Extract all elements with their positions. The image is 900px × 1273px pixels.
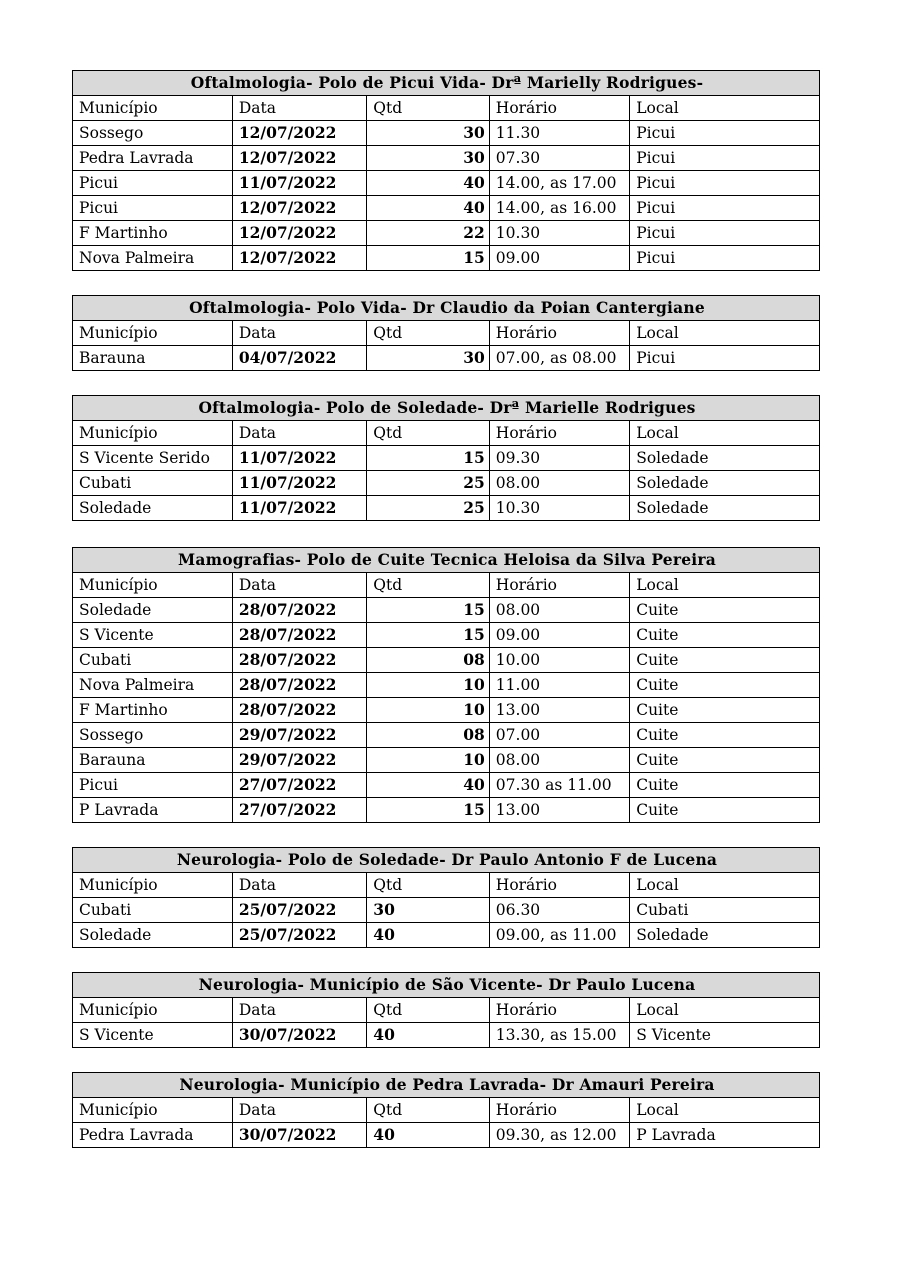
table-title: Neurologia- Município de São Vicente- Dr Paulo Lucena — [73, 973, 820, 998]
cell-data: 29/07/2022 — [232, 723, 366, 748]
cell-qtd: 40 — [367, 1023, 490, 1048]
cell-qtd: 40 — [367, 923, 490, 948]
table-header-row — [73, 873, 820, 898]
cell-qtd: 40 — [367, 171, 490, 196]
table-row — [73, 673, 820, 698]
cell-local: S Vicente — [630, 1023, 820, 1048]
column-header-municipio: Município — [73, 573, 233, 598]
cell-data: 28/07/2022 — [232, 648, 366, 673]
cell-local: Picui — [630, 346, 820, 371]
cell-local: Picui — [630, 146, 820, 171]
column-header-horario: Horário — [489, 573, 629, 598]
table-row — [73, 798, 820, 823]
cell-local: Picui — [630, 121, 820, 146]
schedule-table — [72, 295, 820, 371]
table-title-row — [73, 396, 820, 421]
table-row — [73, 246, 820, 271]
cell-municipio: S Vicente — [73, 1023, 233, 1048]
cell-qtd: 22 — [367, 221, 490, 246]
cell-local: Cuite — [630, 623, 820, 648]
column-header-local: Local — [630, 96, 820, 121]
column-header-qtd: Qtd — [367, 421, 490, 446]
cell-data: 12/07/2022 — [232, 221, 366, 246]
cell-local: P Lavrada — [630, 1123, 820, 1148]
table-title-row — [73, 548, 820, 573]
table-row — [73, 171, 820, 196]
cell-qtd: 25 — [367, 471, 490, 496]
cell-horario: 11.00 — [489, 673, 629, 698]
table-row — [73, 623, 820, 648]
cell-horario: 09.30, as 12.00 — [489, 1123, 629, 1148]
cell-qtd: 15 — [367, 598, 490, 623]
cell-local: Picui — [630, 221, 820, 246]
cell-data: 28/07/2022 — [232, 698, 366, 723]
cell-qtd: 10 — [367, 698, 490, 723]
cell-horario: 13.00 — [489, 698, 629, 723]
table-title-row — [73, 848, 820, 873]
cell-data: 12/07/2022 — [232, 246, 366, 271]
cell-local: Cuite — [630, 673, 820, 698]
cell-municipio: Cubati — [73, 648, 233, 673]
table-header-row — [73, 573, 820, 598]
table-header-row — [73, 96, 820, 121]
table-title: Neurologia- Polo de Soledade- Dr Paulo Antonio F de Lucena — [73, 848, 820, 873]
cell-qtd: 40 — [367, 1123, 490, 1148]
cell-local: Cuite — [630, 748, 820, 773]
schedule-table — [72, 847, 820, 948]
cell-municipio: S Vicente — [73, 623, 233, 648]
cell-qtd: 08 — [367, 648, 490, 673]
cell-local: Picui — [630, 246, 820, 271]
cell-horario: 07.00 — [489, 723, 629, 748]
table-title: Oftalmologia- Polo Vida- Dr Claudio da Poian Cantergiane — [73, 296, 820, 321]
cell-horario: 13.30, as 15.00 — [489, 1023, 629, 1048]
cell-data: 27/07/2022 — [232, 773, 366, 798]
column-header-data: Data — [232, 873, 366, 898]
table-row — [73, 1023, 820, 1048]
cell-horario: 13.00 — [489, 798, 629, 823]
cell-local: Soledade — [630, 471, 820, 496]
table-title-row — [73, 973, 820, 998]
cell-data: 11/07/2022 — [232, 471, 366, 496]
column-header-data: Data — [232, 1098, 366, 1123]
table-title-row — [73, 1073, 820, 1098]
table-row — [73, 773, 820, 798]
table-header-row — [73, 321, 820, 346]
table-row — [73, 723, 820, 748]
cell-municipio: S Vicente Serido — [73, 446, 233, 471]
schedule-table — [72, 70, 820, 271]
table-row — [73, 748, 820, 773]
cell-horario: 11.30 — [489, 121, 629, 146]
cell-municipio: Picui — [73, 196, 233, 221]
cell-qtd: 30 — [367, 146, 490, 171]
cell-local: Picui — [630, 196, 820, 221]
cell-horario: 07.30 — [489, 146, 629, 171]
column-header-qtd: Qtd — [367, 573, 490, 598]
cell-qtd: 08 — [367, 723, 490, 748]
table-title: Neurologia- Município de Pedra Lavrada- Dr Amauri Pereira — [73, 1073, 820, 1098]
cell-data: 12/07/2022 — [232, 146, 366, 171]
cell-horario: 09.30 — [489, 446, 629, 471]
cell-data: 25/07/2022 — [232, 898, 366, 923]
table-header-row — [73, 421, 820, 446]
cell-local: Picui — [630, 171, 820, 196]
cell-data: 30/07/2022 — [232, 1123, 366, 1148]
table-header-row — [73, 998, 820, 1023]
cell-municipio: Picui — [73, 773, 233, 798]
table-row — [73, 496, 820, 521]
cell-municipio: Soledade — [73, 923, 233, 948]
column-header-municipio: Município — [73, 1098, 233, 1123]
column-header-municipio: Município — [73, 321, 233, 346]
column-header-local: Local — [630, 421, 820, 446]
column-header-horario: Horário — [489, 998, 629, 1023]
column-header-municipio: Município — [73, 873, 233, 898]
cell-local: Soledade — [630, 923, 820, 948]
cell-data: 12/07/2022 — [232, 196, 366, 221]
schedule-table — [72, 395, 820, 521]
schedule-table — [72, 547, 820, 823]
cell-horario: 07.00, as 08.00 — [489, 346, 629, 371]
column-header-qtd: Qtd — [367, 321, 490, 346]
table-row — [73, 471, 820, 496]
cell-horario: 07.30 as 11.00 — [489, 773, 629, 798]
cell-data: 30/07/2022 — [232, 1023, 366, 1048]
schedule-table — [72, 1072, 820, 1148]
cell-qtd: 10 — [367, 673, 490, 698]
cell-horario: 08.00 — [489, 598, 629, 623]
cell-local: Cuite — [630, 598, 820, 623]
table-row — [73, 446, 820, 471]
cell-local: Cubati — [630, 898, 820, 923]
column-header-data: Data — [232, 998, 366, 1023]
table-row — [73, 196, 820, 221]
cell-qtd: 40 — [367, 196, 490, 221]
cell-municipio: Nova Palmeira — [73, 673, 233, 698]
table-row — [73, 598, 820, 623]
cell-data: 28/07/2022 — [232, 598, 366, 623]
column-header-municipio: Município — [73, 998, 233, 1023]
cell-data: 28/07/2022 — [232, 673, 366, 698]
column-header-data: Data — [232, 573, 366, 598]
cell-local: Soledade — [630, 496, 820, 521]
cell-data: 11/07/2022 — [232, 171, 366, 196]
cell-municipio: Cubati — [73, 898, 233, 923]
cell-municipio: Soledade — [73, 598, 233, 623]
cell-data: 11/07/2022 — [232, 496, 366, 521]
table-row — [73, 121, 820, 146]
column-header-qtd: Qtd — [367, 873, 490, 898]
cell-municipio: P Lavrada — [73, 798, 233, 823]
column-header-data: Data — [232, 96, 366, 121]
cell-data: 12/07/2022 — [232, 121, 366, 146]
cell-data: 25/07/2022 — [232, 923, 366, 948]
cell-qtd: 25 — [367, 496, 490, 521]
cell-municipio: F Martinho — [73, 221, 233, 246]
cell-qtd: 15 — [367, 623, 490, 648]
schedule-table — [72, 972, 820, 1048]
cell-horario: 06.30 — [489, 898, 629, 923]
column-header-data: Data — [232, 321, 366, 346]
column-header-horario: Horário — [489, 873, 629, 898]
column-header-qtd: Qtd — [367, 1098, 490, 1123]
cell-qtd: 30 — [367, 898, 490, 923]
cell-horario: 10.30 — [489, 496, 629, 521]
table-row — [73, 698, 820, 723]
cell-horario: 09.00 — [489, 623, 629, 648]
table-header-row — [73, 1098, 820, 1123]
cell-qtd: 15 — [367, 798, 490, 823]
column-header-qtd: Qtd — [367, 998, 490, 1023]
table-title: Mamografias- Polo de Cuite Tecnica Heloisa da Silva Pereira — [73, 548, 820, 573]
cell-municipio: Sossego — [73, 723, 233, 748]
column-header-horario: Horário — [489, 421, 629, 446]
cell-local: Soledade — [630, 446, 820, 471]
cell-municipio: Barauna — [73, 346, 233, 371]
cell-horario: 14.00, as 17.00 — [489, 171, 629, 196]
cell-data: 27/07/2022 — [232, 798, 366, 823]
column-header-local: Local — [630, 573, 820, 598]
cell-local: Cuite — [630, 773, 820, 798]
cell-qtd: 15 — [367, 246, 490, 271]
cell-horario: 09.00 — [489, 246, 629, 271]
cell-municipio: Cubati — [73, 471, 233, 496]
cell-horario: 08.00 — [489, 471, 629, 496]
cell-qtd: 30 — [367, 346, 490, 371]
cell-data: 28/07/2022 — [232, 623, 366, 648]
column-header-municipio: Município — [73, 421, 233, 446]
cell-local: Cuite — [630, 723, 820, 748]
cell-data: 04/07/2022 — [232, 346, 366, 371]
column-header-data: Data — [232, 421, 366, 446]
cell-local: Cuite — [630, 648, 820, 673]
table-row — [73, 146, 820, 171]
cell-qtd: 40 — [367, 773, 490, 798]
cell-data: 11/07/2022 — [232, 446, 366, 471]
cell-municipio: Picui — [73, 171, 233, 196]
table-title: Oftalmologia- Polo de Picui Vida- Drª Marielly Rodrigues- — [73, 71, 820, 96]
cell-municipio: Sossego — [73, 121, 233, 146]
table-row — [73, 648, 820, 673]
cell-horario: 09.00, as 11.00 — [489, 923, 629, 948]
column-header-local: Local — [630, 873, 820, 898]
cell-municipio: Barauna — [73, 748, 233, 773]
cell-qtd: 10 — [367, 748, 490, 773]
column-header-qtd: Qtd — [367, 96, 490, 121]
cell-horario: 08.00 — [489, 748, 629, 773]
table-row — [73, 346, 820, 371]
column-header-municipio: Município — [73, 96, 233, 121]
cell-data: 29/07/2022 — [232, 748, 366, 773]
cell-horario: 10.30 — [489, 221, 629, 246]
column-header-horario: Horário — [489, 321, 629, 346]
table-row — [73, 1123, 820, 1148]
table-row — [73, 923, 820, 948]
column-header-local: Local — [630, 1098, 820, 1123]
cell-municipio: Pedra Lavrada — [73, 1123, 233, 1148]
cell-municipio: F Martinho — [73, 698, 233, 723]
column-header-horario: Horário — [489, 96, 629, 121]
column-header-local: Local — [630, 321, 820, 346]
cell-qtd: 15 — [367, 446, 490, 471]
cell-municipio: Soledade — [73, 496, 233, 521]
document-page — [72, 70, 820, 1148]
table-title-row — [73, 296, 820, 321]
cell-municipio: Nova Palmeira — [73, 246, 233, 271]
cell-horario: 14.00, as 16.00 — [489, 196, 629, 221]
cell-municipio: Pedra Lavrada — [73, 146, 233, 171]
column-header-local: Local — [630, 998, 820, 1023]
cell-local: Cuite — [630, 698, 820, 723]
table-title-row — [73, 71, 820, 96]
cell-local: Cuite — [630, 798, 820, 823]
table-title: Oftalmologia- Polo de Soledade- Drª Marielle Rodrigues — [73, 396, 820, 421]
table-row — [73, 898, 820, 923]
table-row — [73, 221, 820, 246]
cell-horario: 10.00 — [489, 648, 629, 673]
column-header-horario: Horário — [489, 1098, 629, 1123]
cell-qtd: 30 — [367, 121, 490, 146]
